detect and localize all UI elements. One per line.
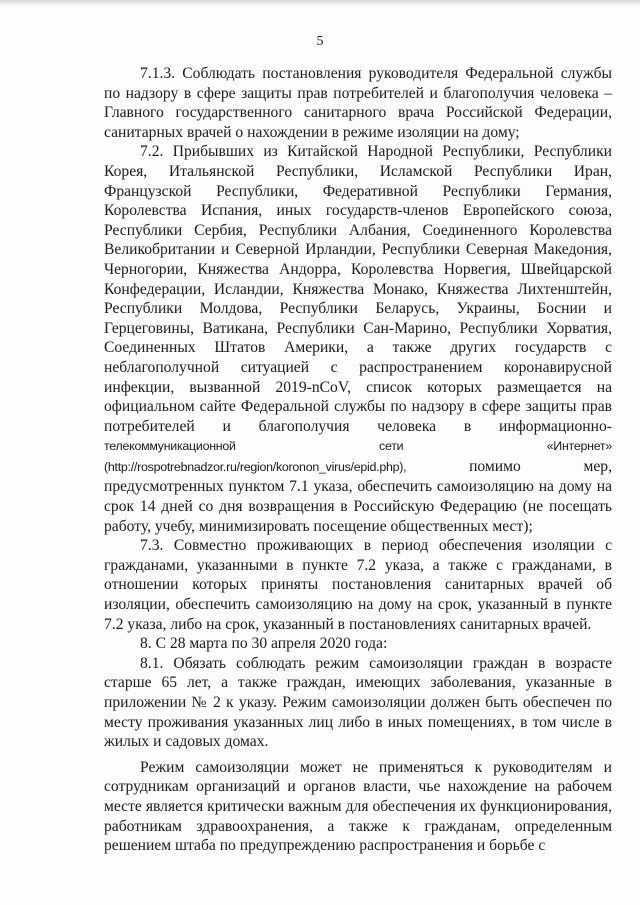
page-number: 5 — [316, 34, 324, 49]
internet-url-reference: телекоммуникационной сети «Интернет» (http://rospotrebnadzor.ru/region/koronon_virus/epid.php), — [104, 439, 612, 474]
paragraph-7-3: 7.3. Совместно проживающих в период обеспечения изоляции с гражданами, указанными в пункте 7.2 указа, а также с гражданами, в отношении которых приняты постановления санитарных врачей об изоляции, обеспечить самоизоляцию на дому на срок, указанный в пункте 7.2 указа, либо на срок, указанный в постановлениях санитарных врачей. — [104, 537, 612, 633]
scan-edge-shadow — [0, 0, 640, 6]
paragraph-7-2-text: 7.2. Прибывших из Китайской Народной Республики, Республики Корея, Итальянской Республики, Исламской Республики Иран, Французской Республики, Федеративной Республики Германия, Королевства Испания, иных государств-членов Европейского союза, Республики Сербия, Республики Албания, Соединенного Королевства Великобритании и Северной Ирландии, Республики Северная Македония, Черногории, Княжества Андорра, Королевства Норвегия, Швейцарской Конфедерации, Исландии, Княжества Монако, Княжества Лихтенштейн, Республики Молдова, Республики Беларусь, Украины, Боснии и Герцеговины, Ватикана, Республики Сан-Марино, Республики Хорватия, Соединенных Штатов Америки, а также других государств с неблагополучной ситуацией с распространением коронавирусной инфекции, вызванной 2019-nCoV, список которых размещается на официальном сайте Федеральной службы по надзору в сфере защиты прав потребителей и благополучия человека в информационно- — [104, 143, 612, 435]
paragraph-self-isolation-regime: Режим самоизоляции может не применяться к руководителям и сотрудникам организаций и органов власти, чье нахождение на рабочем месте является критически важным для обеспечения их функционирования, работникам здравоохранения, а также к гражданам, определенным решением штаба по предупреждению распространения и борьбе с — [104, 758, 612, 855]
paragraph-7-1-3: 7.1.3. Соблюдать постановления руководителя Федеральной службы по надзору в сфере защиты прав потребителей и благополучия человека – Главного государственного санитарного врача Российской Федерации, санитарных врачей о нахождении в режиме изоляции на дому; — [104, 65, 612, 141]
paragraph-7-2-text-end: помимо мер, предусмотренных пунктом 7.1 указа, обеспечить самоизоляцию на дому на срок 14 дней со дня возвращения в Российскую Федерацию (не посещать работу, учебу, минимизировать посещение общественных мест); — [104, 457, 612, 535]
document-body — [104, 64, 612, 856]
paragraph-7-2 — [104, 142, 612, 536]
paragraph-8: 8. С 28 марта по 30 апреля 2020 года: — [140, 635, 388, 653]
paragraph-8-1: 8.1. Обязать соблюдать режим самоизоляции граждан в возрасте старше 65 лет, а также граждан, имеющих заболевания, указанные в приложении № 2 к указу. Режим самоизоляции должен быть обеспечен по месту проживания указанных лиц либо в иных помещениях, в том числе в жилых и садовых домах. — [104, 654, 612, 751]
